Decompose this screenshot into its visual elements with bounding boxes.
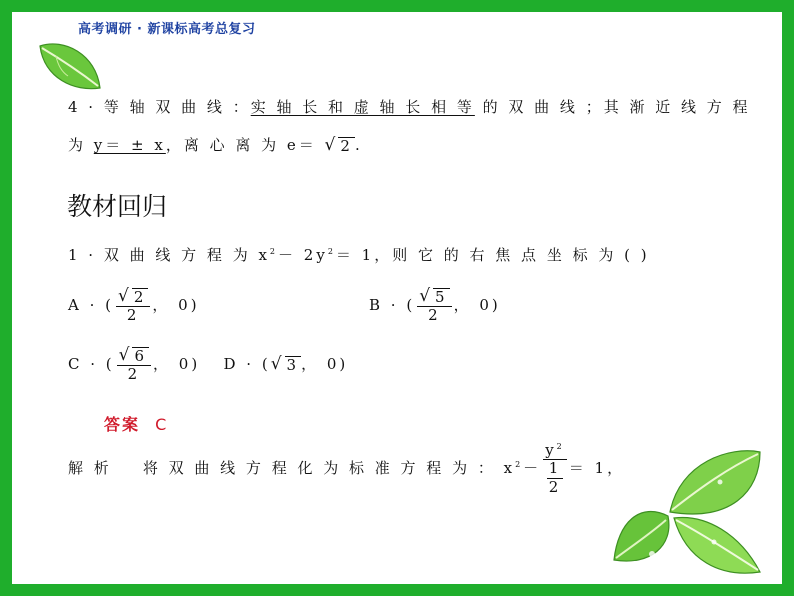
option-c: C · ( √ 6 2 ， 0) [68, 345, 201, 383]
option-c-d [68, 347, 348, 383]
item4-line2-prefix: 为 [68, 136, 94, 154]
option-d: D · ( √ 3 ， 0) [223, 354, 349, 375]
item4-line2-mid: ，离 心 离 为 e＝ [165, 136, 325, 154]
item4-suffix: 的 双 曲 线 ；其 渐 近 线 方 程 [474, 98, 751, 116]
question-sup2: 2 [327, 247, 336, 256]
item4-prefix: 4 · 等 轴 双 曲 线 ： [68, 98, 251, 116]
item4-line2 [68, 134, 363, 155]
analysis-fraction: $\frac{y^2}{\frac{1}{2}}$ [545, 441, 565, 496]
question-text-c: ＝ 1，则 它 的 右 焦 点 坐 标 为 ( ) [335, 246, 650, 264]
item4-underlined: 实 轴 长 和 虚 轴 长 相 等 [250, 98, 475, 116]
question-sup1: 2 [269, 247, 279, 256]
leaf-icon [34, 36, 106, 98]
question-line [68, 244, 650, 265]
item4-asymptote: y＝ ± x [93, 136, 166, 154]
option-a: A · ( √ 2 2 ， 0) [68, 286, 200, 324]
answer-value: C [155, 415, 169, 434]
section-title: 教材回归 [67, 192, 168, 221]
question-text-b: － 2y [278, 246, 328, 264]
analysis-line: 解 析 将 双 曲 线 方 程 化 为 标 准 方 程 为 ： $x^2-$ $\frac{y^2}{\frac{1}{2}}$ ＝ 1， [68, 441, 626, 496]
analysis-label: 解 析 [68, 458, 112, 477]
answer-label: 答案 [104, 415, 141, 434]
option-b: B · ( √ 5 2 ， 0) [369, 286, 501, 324]
question-text-a: 1 · 双 曲 线 方 程 为 x [68, 246, 270, 264]
item4-line1 [68, 96, 751, 117]
sqrt-2: √ 2 [324, 135, 353, 156]
answer [104, 412, 168, 435]
item4-line2-end: . [354, 136, 363, 154]
slide-content [12, 12, 782, 584]
analysis-text: 将 双 曲 线 方 程 化 为 标 准 方 程 为 ： x [142, 458, 516, 477]
leaf-cluster-icon [610, 442, 770, 580]
header-title: 高考调研 · 新课标高考总复习 [78, 22, 256, 37]
